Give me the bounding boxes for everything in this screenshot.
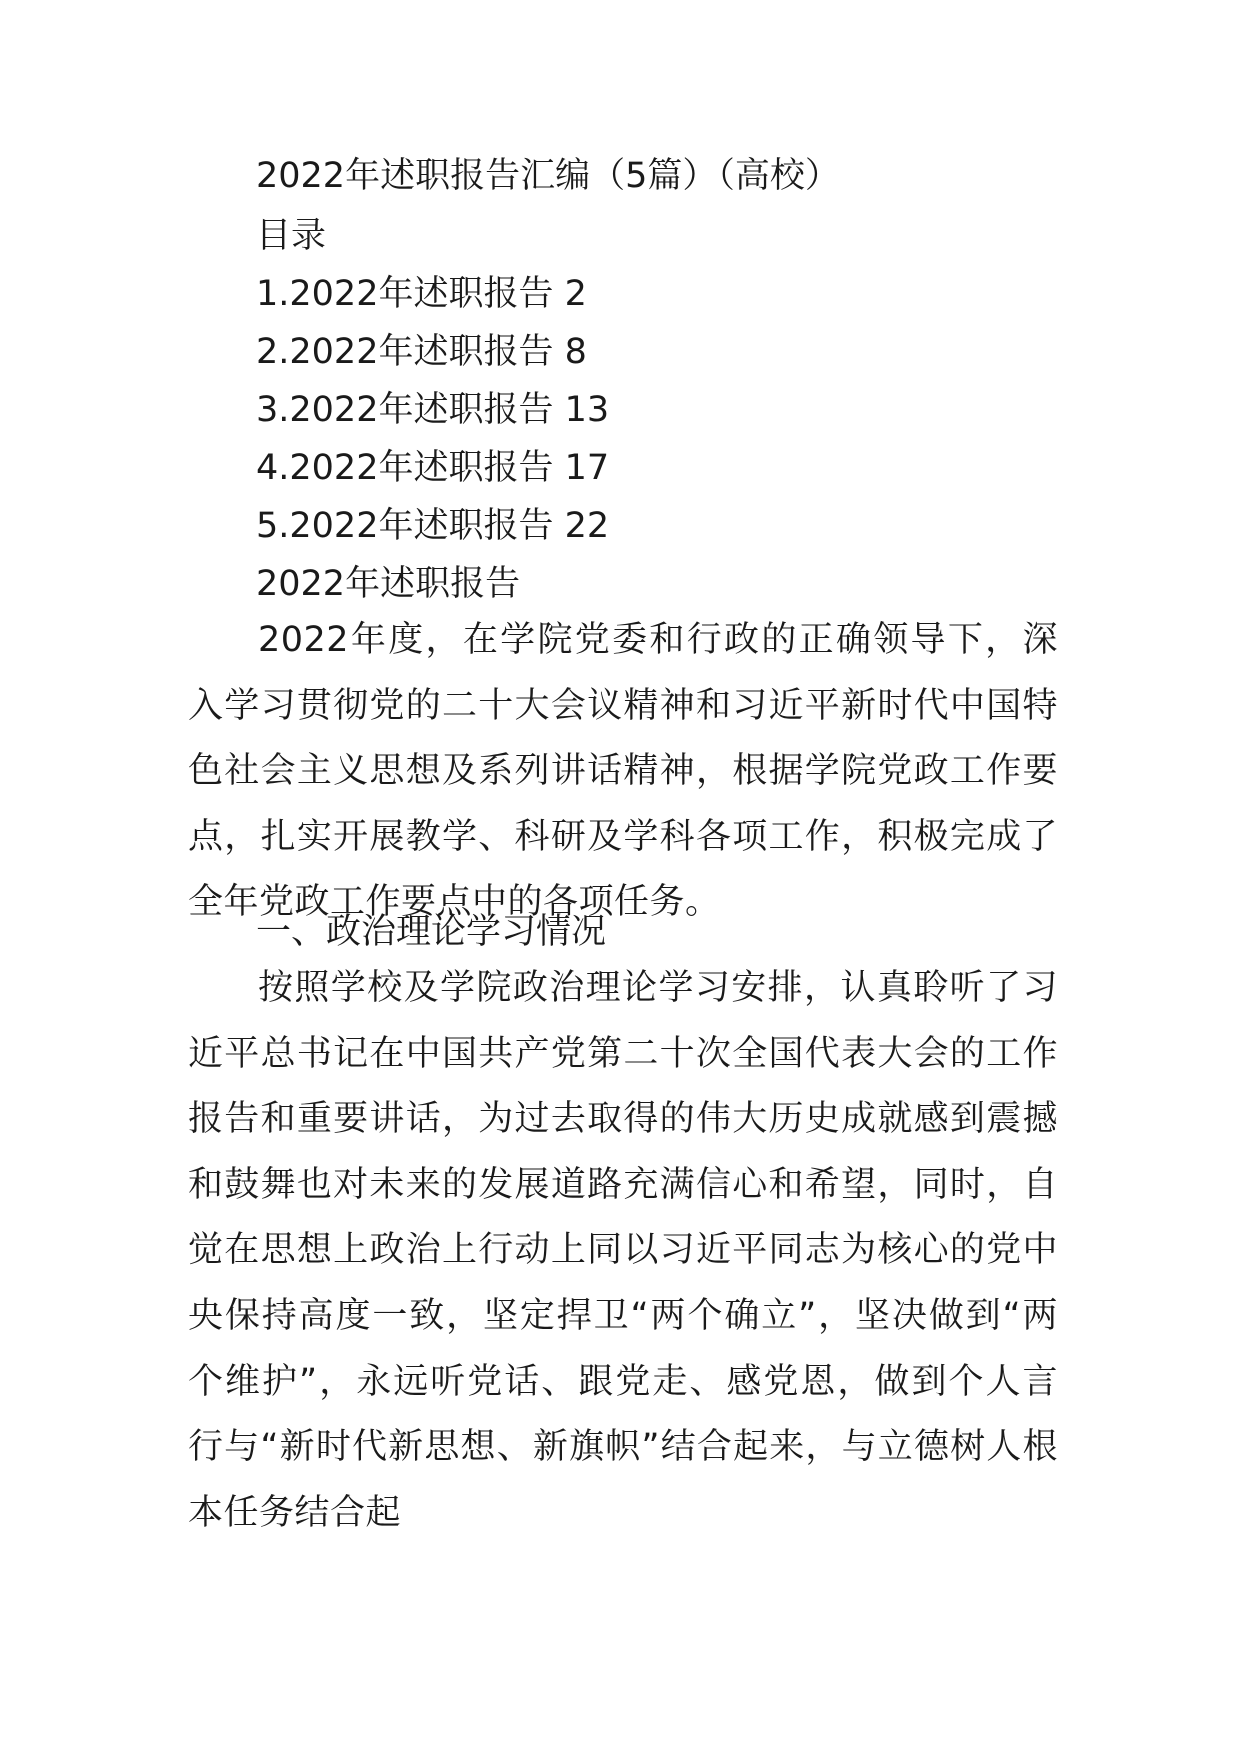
heading-political-study: 一、政治理论学习情况 — [256, 912, 607, 952]
paragraph-political-study: 按照学校及学院政治理论学习安排，认真聆听了习近平总书记在中国共产党第二十次全国代表大会的工作报告和重要讲话，为过去取得的伟大历史成就感到震撼和鼓舞也对未来的发展道路充满信心和希望，同时，自觉在思想上政治上行动上同以习近平同志为核心的党中央保持高度一致，坚定捍卫“两个确立”，坚决做到“两个维护”，永远听党话、跟党走、感党恩，做到个人言行与“新时代新思想、新旗帜”结合起来，与立德树人根本任务结合起 — [188, 968, 1058, 1533]
paragraph-intro: 2022年度，在学院党委和行政的正确领导下，深入学习贯彻党的二十大会议精神和习近平新时代中国特色社会主义思想及系列讲话精神，根据学院党政工作要点，扎实开展教学、科研及学科各项工作，积极完成了全年党政工作要点中的各项任务。 — [188, 620, 1058, 923]
toc-heading: 目录 — [256, 216, 327, 256]
section-title: 2022年述职报告 — [256, 564, 521, 604]
document-title: 2022年述职报告汇编（5篇）（高校） — [256, 156, 840, 196]
toc-item-3[interactable]: 3.2022年述职报告 13 — [256, 390, 610, 430]
toc-item-1[interactable]: 1.2022年述职报告 2 — [256, 274, 587, 314]
toc-item-4[interactable]: 4.2022年述职报告 17 — [256, 448, 610, 488]
toc-item-5[interactable]: 5.2022年述职报告 22 — [256, 506, 610, 546]
toc-item-2[interactable]: 2.2022年述职报告 8 — [256, 332, 587, 372]
